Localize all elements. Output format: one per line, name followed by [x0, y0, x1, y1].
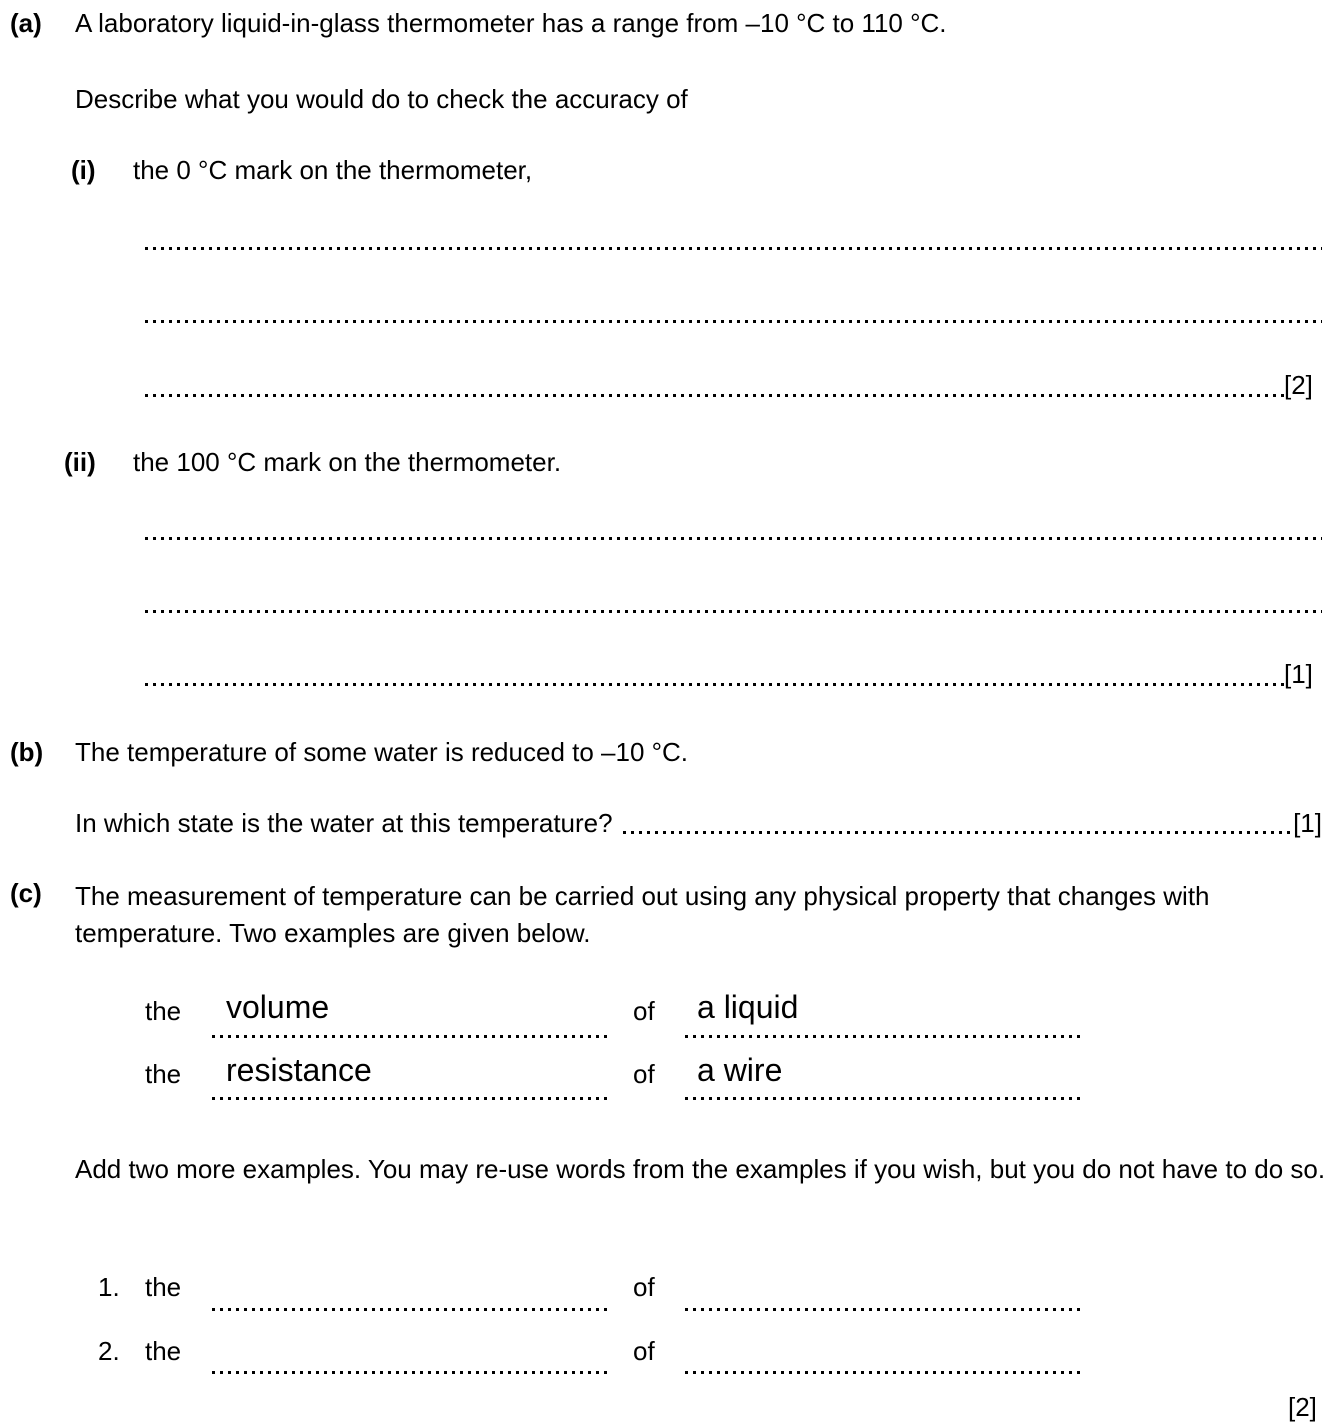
part-a-describe-prompt: Describe what you would do to check the accuracy of: [75, 84, 688, 114]
part-b-question-row: [75, 808, 1322, 838]
sub-ii-label: (ii): [64, 447, 96, 477]
part-a-label: (a): [10, 8, 42, 38]
blank2-the: the: [145, 1336, 182, 1366]
example2-object-line[interactable]: [685, 1097, 1082, 1100]
part-a-intro: A laboratory liquid-in-glass thermometer has a range from –10 °C to 110 °C.: [75, 8, 947, 38]
example2-object: a wire: [697, 1052, 783, 1088]
blank2-property-line[interactable]: [212, 1371, 607, 1374]
blank2-of: of: [633, 1336, 655, 1366]
answer-line-a-i-1[interactable]: [145, 247, 1322, 250]
marks-a-ii: [1]: [1284, 659, 1313, 689]
part-c-intro: The measurement of temperature can be carried out using any physical property that changes with temperature. Two examples are given below.: [75, 881, 1210, 948]
part-b-label: (b): [10, 737, 44, 767]
example2-property-line[interactable]: [212, 1097, 607, 1100]
example1-property-line[interactable]: [212, 1035, 607, 1038]
blank1-of: of: [633, 1272, 655, 1302]
marks-a-i: [2]: [1284, 370, 1313, 400]
example2-the: the: [145, 1059, 182, 1089]
example1-the: the: [145, 996, 182, 1026]
marks-b: [1]: [1293, 808, 1322, 838]
part-b-intro: The temperature of some water is reduced to –10 °C.: [75, 737, 689, 767]
example2-of: of: [633, 1059, 655, 1089]
part-b-question: In which state is the water at this temperature?: [75, 808, 613, 838]
example1-of: of: [633, 996, 655, 1026]
answer-line-a-ii-3[interactable]: [145, 683, 1284, 686]
answer-line-a-ii-2[interactable]: [145, 610, 1322, 613]
example2-property: resistance: [226, 1052, 372, 1088]
marks-c: [2]: [1288, 1392, 1317, 1422]
answer-line-a-i-3[interactable]: [145, 394, 1284, 397]
blank1-object-line[interactable]: [685, 1308, 1082, 1311]
answer-line-a-i-2[interactable]: [145, 320, 1322, 323]
blank1-the: the: [145, 1272, 182, 1302]
sub-i-label: (i): [71, 155, 96, 185]
part-c-label: (c): [10, 878, 42, 908]
example1-property: volume: [226, 989, 330, 1025]
blank1-property-line[interactable]: [212, 1308, 607, 1311]
blank1-number: 1.: [98, 1272, 120, 1302]
blank2-object-line[interactable]: [685, 1371, 1082, 1374]
example1-object: a liquid: [697, 989, 799, 1025]
sub-i-text: the 0 °C mark on the thermometer,: [133, 155, 533, 185]
answer-line-b[interactable]: [623, 831, 1292, 834]
part-c-add-more: Add two more examples. You may re-use words from the examples if you wish, but you do not have to do so.: [75, 1154, 1326, 1184]
sub-ii-text: the 100 °C mark on the thermometer.: [133, 447, 562, 477]
answer-line-a-ii-1[interactable]: [145, 537, 1322, 540]
blank2-number: 2.: [98, 1336, 120, 1366]
example1-object-line[interactable]: [685, 1035, 1082, 1038]
